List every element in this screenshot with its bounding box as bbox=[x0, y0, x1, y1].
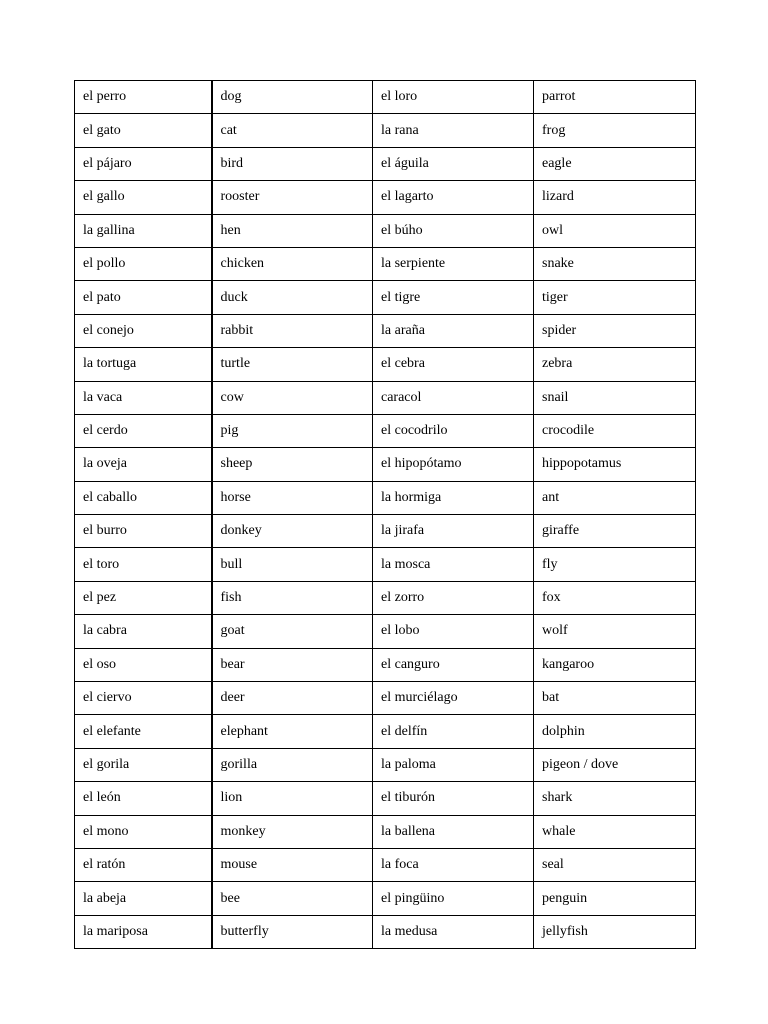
table-row bbox=[75, 181, 696, 214]
spanish-term-cell: el pájaro bbox=[75, 147, 212, 180]
spanish-term-cell: la gallina bbox=[75, 214, 212, 247]
english-term-cell: bird bbox=[212, 147, 373, 180]
spanish-term-cell: el murciélago bbox=[373, 682, 534, 715]
spanish-term-cell: el burro bbox=[75, 515, 212, 548]
spanish-term-cell: el tiburón bbox=[373, 782, 534, 815]
english-term-cell: butterfly bbox=[212, 915, 373, 948]
table-row bbox=[75, 481, 696, 514]
table-row bbox=[75, 648, 696, 681]
spanish-term-cell: el caballo bbox=[75, 481, 212, 514]
spanish-term-cell: la foca bbox=[373, 848, 534, 881]
english-term-cell: giraffe bbox=[534, 515, 696, 548]
english-term-cell: bull bbox=[212, 548, 373, 581]
english-term-cell: fly bbox=[534, 548, 696, 581]
spanish-term-cell: el pato bbox=[75, 281, 212, 314]
english-term-cell: wolf bbox=[534, 615, 696, 648]
spanish-term-cell: la oveja bbox=[75, 448, 212, 481]
spanish-term-cell: el perro bbox=[75, 81, 212, 114]
english-term-cell: eagle bbox=[534, 147, 696, 180]
spanish-term-cell: caracol bbox=[373, 381, 534, 414]
spanish-term-cell: el conejo bbox=[75, 314, 212, 347]
english-term-cell: zebra bbox=[534, 348, 696, 381]
english-term-cell: goat bbox=[212, 615, 373, 648]
spanish-term-cell: la cabra bbox=[75, 615, 212, 648]
english-term-cell: donkey bbox=[212, 515, 373, 548]
spanish-term-cell: la abeja bbox=[75, 882, 212, 915]
spanish-term-cell: la medusa bbox=[373, 915, 534, 948]
spanish-term-cell: el ratón bbox=[75, 848, 212, 881]
english-term-cell: jellyfish bbox=[534, 915, 696, 948]
spanish-term-cell: el pez bbox=[75, 581, 212, 614]
english-term-cell: chicken bbox=[212, 247, 373, 280]
english-term-cell: horse bbox=[212, 481, 373, 514]
spanish-term-cell: el hipopótamo bbox=[373, 448, 534, 481]
spanish-term-cell: la vaca bbox=[75, 381, 212, 414]
english-term-cell: cat bbox=[212, 114, 373, 147]
spanish-term-cell: el ciervo bbox=[75, 682, 212, 715]
spanish-term-cell: el loro bbox=[373, 81, 534, 114]
table-row bbox=[75, 615, 696, 648]
spanish-term-cell: la araña bbox=[373, 314, 534, 347]
english-term-cell: fish bbox=[212, 581, 373, 614]
english-term-cell: crocodile bbox=[534, 414, 696, 447]
english-term-cell: owl bbox=[534, 214, 696, 247]
english-term-cell: rooster bbox=[212, 181, 373, 214]
english-term-cell: bear bbox=[212, 648, 373, 681]
table-row bbox=[75, 548, 696, 581]
spanish-term-cell: el toro bbox=[75, 548, 212, 581]
spanish-term-cell: la hormiga bbox=[373, 481, 534, 514]
table-row bbox=[75, 682, 696, 715]
english-term-cell: whale bbox=[534, 815, 696, 848]
spanish-term-cell: la serpiente bbox=[373, 247, 534, 280]
spanish-term-cell: la mariposa bbox=[75, 915, 212, 948]
spanish-term-cell: el canguro bbox=[373, 648, 534, 681]
spanish-term-cell: el pollo bbox=[75, 247, 212, 280]
table-row bbox=[75, 314, 696, 347]
table-row bbox=[75, 281, 696, 314]
english-term-cell: elephant bbox=[212, 715, 373, 748]
table-row bbox=[75, 715, 696, 748]
spanish-term-cell: el oso bbox=[75, 648, 212, 681]
spanish-term-cell: el cerdo bbox=[75, 414, 212, 447]
spanish-term-cell: la jirafa bbox=[373, 515, 534, 548]
english-term-cell: pigeon / dove bbox=[534, 748, 696, 781]
table-row bbox=[75, 147, 696, 180]
table-row bbox=[75, 748, 696, 781]
spanish-term-cell: la paloma bbox=[373, 748, 534, 781]
table-row bbox=[75, 782, 696, 815]
spanish-term-cell: el pingüino bbox=[373, 882, 534, 915]
table-row bbox=[75, 114, 696, 147]
spanish-term-cell: la tortuga bbox=[75, 348, 212, 381]
table-row bbox=[75, 515, 696, 548]
english-term-cell: fox bbox=[534, 581, 696, 614]
english-term-cell: hippopotamus bbox=[534, 448, 696, 481]
table-row bbox=[75, 815, 696, 848]
spanish-term-cell: el búho bbox=[373, 214, 534, 247]
spanish-term-cell: el gorila bbox=[75, 748, 212, 781]
table-row bbox=[75, 882, 696, 915]
spanish-term-cell: el lagarto bbox=[373, 181, 534, 214]
english-term-cell: penguin bbox=[534, 882, 696, 915]
table-row bbox=[75, 448, 696, 481]
vocabulary-table bbox=[74, 80, 696, 949]
table-row bbox=[75, 381, 696, 414]
spanish-term-cell: el tigre bbox=[373, 281, 534, 314]
spanish-term-cell: el zorro bbox=[373, 581, 534, 614]
english-term-cell: parrot bbox=[534, 81, 696, 114]
english-term-cell: cow bbox=[212, 381, 373, 414]
table-row bbox=[75, 214, 696, 247]
english-term-cell: tiger bbox=[534, 281, 696, 314]
spanish-term-cell: el lobo bbox=[373, 615, 534, 648]
spanish-term-cell: el delfín bbox=[373, 715, 534, 748]
english-term-cell: monkey bbox=[212, 815, 373, 848]
spanish-term-cell: el cebra bbox=[373, 348, 534, 381]
table-row bbox=[75, 348, 696, 381]
spanish-term-cell: el león bbox=[75, 782, 212, 815]
english-term-cell: spider bbox=[534, 314, 696, 347]
spanish-term-cell: el gato bbox=[75, 114, 212, 147]
english-term-cell: gorilla bbox=[212, 748, 373, 781]
table-row bbox=[75, 848, 696, 881]
english-term-cell: ant bbox=[534, 481, 696, 514]
spanish-term-cell: la rana bbox=[373, 114, 534, 147]
english-term-cell: bat bbox=[534, 682, 696, 715]
english-term-cell: snake bbox=[534, 247, 696, 280]
english-term-cell: deer bbox=[212, 682, 373, 715]
english-term-cell: dolphin bbox=[534, 715, 696, 748]
table-row bbox=[75, 414, 696, 447]
english-term-cell: rabbit bbox=[212, 314, 373, 347]
english-term-cell: kangaroo bbox=[534, 648, 696, 681]
english-term-cell: mouse bbox=[212, 848, 373, 881]
vocabulary-table-body bbox=[75, 81, 696, 949]
english-term-cell: frog bbox=[534, 114, 696, 147]
table-row bbox=[75, 581, 696, 614]
english-term-cell: turtle bbox=[212, 348, 373, 381]
english-term-cell: bee bbox=[212, 882, 373, 915]
english-term-cell: lion bbox=[212, 782, 373, 815]
table-row bbox=[75, 81, 696, 114]
spanish-term-cell: el mono bbox=[75, 815, 212, 848]
table-row bbox=[75, 247, 696, 280]
spanish-term-cell: el elefante bbox=[75, 715, 212, 748]
spanish-term-cell: el gallo bbox=[75, 181, 212, 214]
english-term-cell: duck bbox=[212, 281, 373, 314]
english-term-cell: sheep bbox=[212, 448, 373, 481]
table-row bbox=[75, 915, 696, 948]
english-term-cell: dog bbox=[212, 81, 373, 114]
english-term-cell: seal bbox=[534, 848, 696, 881]
english-term-cell: hen bbox=[212, 214, 373, 247]
english-term-cell: snail bbox=[534, 381, 696, 414]
english-term-cell: lizard bbox=[534, 181, 696, 214]
spanish-term-cell: la ballena bbox=[373, 815, 534, 848]
spanish-term-cell: el águila bbox=[373, 147, 534, 180]
english-term-cell: shark bbox=[534, 782, 696, 815]
spanish-term-cell: la mosca bbox=[373, 548, 534, 581]
spanish-term-cell: el cocodrilo bbox=[373, 414, 534, 447]
english-term-cell: pig bbox=[212, 414, 373, 447]
